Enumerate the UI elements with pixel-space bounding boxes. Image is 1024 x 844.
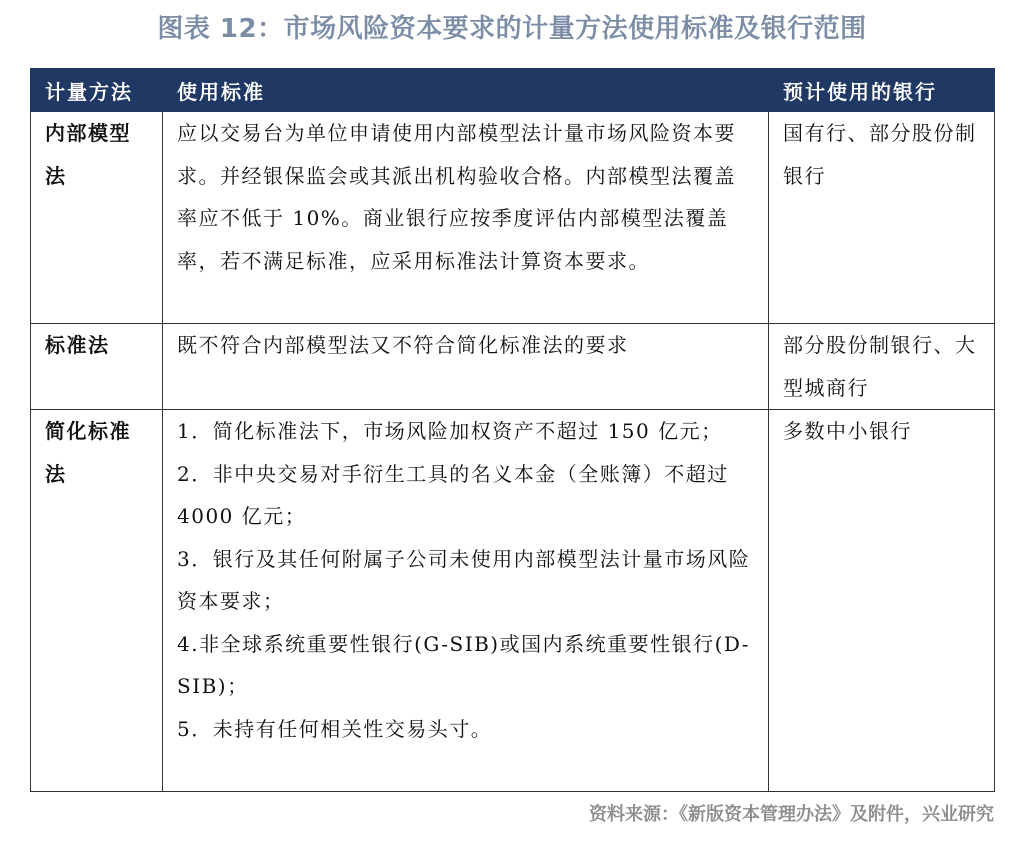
header-criteria: 使用标准 xyxy=(163,69,769,112)
method-cell: 内部模型法 xyxy=(31,112,163,324)
header-banks: 预计使用的银行 xyxy=(769,69,995,112)
criteria-cell xyxy=(163,410,769,792)
banks-cell: 多数中小银行 xyxy=(769,410,995,792)
criteria-item: 5．未持有任何相关性交易头寸。 xyxy=(177,716,493,741)
method-cell: 标准法 xyxy=(31,324,163,410)
criteria-text: 应以交易台为单位申请使用内部模型法计量市场风险资本要求。并经银保监会或其派出机构验收合格。内部模型法覆盖率应不低于 10%。商业银行应按季度评估内部模型法覆盖率，若不满足标准，应采用标准法计算资本要求。 xyxy=(177,121,736,273)
table-row xyxy=(31,410,995,792)
criteria-cell xyxy=(163,324,769,410)
table-title: 图表 12：市场风险资本要求的计量方法使用标准及银行范围 xyxy=(157,14,867,44)
criteria-item: 2．非中央交易对手衍生工具的名义本金（全账簿）不超过 4000 亿元； xyxy=(177,461,729,528)
table-row xyxy=(31,112,995,324)
banks-cell: 国有行、部分股份制银行 xyxy=(769,112,995,324)
table-header-row xyxy=(31,69,995,112)
methods-table xyxy=(30,68,995,792)
table-row xyxy=(31,324,995,410)
criteria-item: 1．简化标准法下，市场风险加权资产不超过 150 亿元； xyxy=(177,419,723,443)
header-method: 计量方法 xyxy=(31,69,163,112)
banks-cell: 部分股份制银行、大型城商行 xyxy=(769,324,995,410)
criteria-item: 4.非全球系统重要性银行(G-SIB)或国内系统重要性银行(D-SIB)； xyxy=(177,631,751,698)
criteria-cell xyxy=(163,112,769,324)
method-cell: 简化标准法 xyxy=(31,410,163,792)
criteria-item: 3．银行及其任何附属子公司未使用内部模型法计量市场风险资本要求； xyxy=(177,546,751,613)
source-note: 资料来源：《新版资本管理办法》及附件，兴业研究 xyxy=(589,804,994,825)
criteria-text: 既不符合内部模型法又不符合简化标准法的要求 xyxy=(177,333,629,357)
